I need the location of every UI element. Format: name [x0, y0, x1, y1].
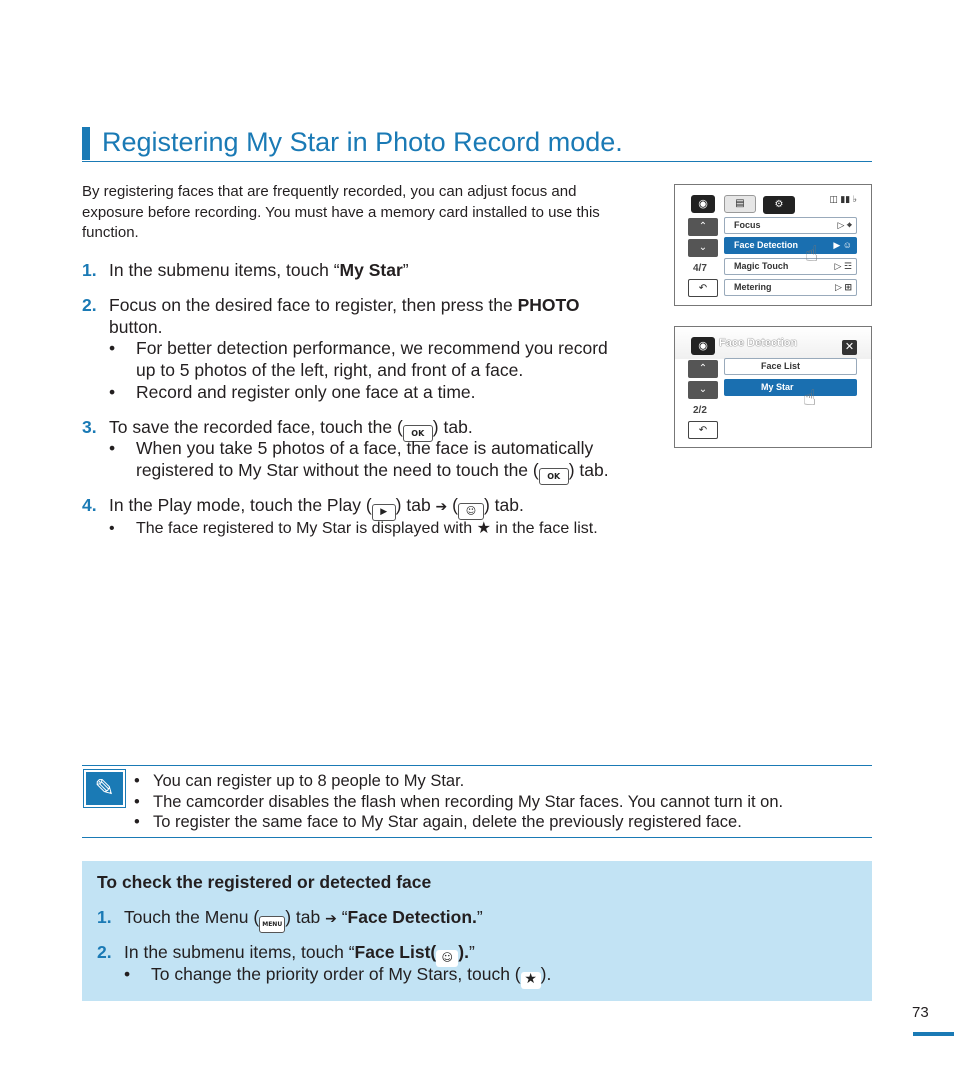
bullet-dot: • [109, 520, 115, 537]
bullet-text-pre: To change the priority order of My Stars, touch ( [151, 964, 521, 984]
step-number: 1. [82, 260, 97, 280]
bullet-text [136, 459, 609, 485]
step-text-bold: My Star [339, 260, 403, 280]
bullet-dot: • [134, 813, 140, 831]
menu-tab-icon: ▤ [724, 195, 756, 213]
title-accent-bar [82, 127, 90, 160]
scroll-up-icon: ⌃ [688, 218, 718, 236]
menu-icon: MENU [259, 916, 285, 933]
step-text-post: ” [402, 260, 409, 280]
page-number-bar [913, 1032, 954, 1036]
back-icon: ↶ [688, 279, 718, 297]
bullet-text [136, 518, 598, 540]
step-number: 1. [97, 907, 112, 927]
step-text-pre: Focus on the desired face to register, then press the [109, 295, 518, 315]
arrow-icon: ➔ [435, 498, 448, 514]
bullet-text: When you take 5 photos of a face, the face is automatically [136, 438, 594, 458]
menu-item-label: My Star [761, 382, 794, 392]
step-text-bold: Face Detection. [347, 907, 477, 927]
menu-item-my-star [724, 379, 857, 396]
menu-item-metering [724, 279, 857, 296]
priority-star-icon: ★ [521, 972, 541, 989]
step-text-pre: Touch the Menu ( [124, 907, 260, 927]
menu-item-icons: ▷ ⌖ [837, 220, 852, 230]
bullet-dot: • [124, 964, 131, 984]
settings-gear-icon: ⚙ [763, 196, 795, 214]
menu-item-focus [724, 217, 857, 234]
intro-paragraph: By registering faces that are frequently recorded, you can adjust focus and exposure before recording. You must have a memory card installed to use this function. [82, 183, 600, 241]
close-icon: ✕ [842, 340, 857, 355]
menu-item-icons: ▷ ⊞ [835, 282, 852, 292]
face-list-icon: ☺ [436, 950, 458, 967]
page-number: 73 [912, 1004, 929, 1021]
bullet-text-post: ). [540, 964, 552, 984]
bullet-text: Record and register only one face at a time. [136, 382, 476, 402]
hand-pointer-icon: ☝ [803, 385, 817, 410]
bullet-dot: • [109, 338, 116, 358]
bullet-text: up to 5 photos of the left, right, and front of a face. [136, 360, 524, 380]
bullet-dot: • [109, 438, 116, 458]
step-text-bold: Face List( [354, 942, 437, 962]
check-title: To check the registered or detected face [97, 872, 432, 892]
menu-item-label: Face List [761, 361, 801, 371]
step-text-mid: ) tab [285, 907, 326, 927]
step-text-post: ) tab. [432, 417, 473, 437]
menu-item-label: Magic Touch [734, 261, 789, 271]
step-text-pre: In the submenu items, touch “ [109, 260, 340, 280]
step-text: Touch the Menu ( MENU ) tab ➔ “Face Detection.” [124, 906, 483, 933]
face-icon: ☺ [458, 503, 484, 520]
step-text-post: ” [476, 907, 483, 927]
bullet-text: For better detection performance, we recommend you record [136, 338, 608, 358]
bullet-text-pre: The face registered to My Star is displayed with [136, 520, 477, 537]
scroll-down-icon: ⌄ [688, 381, 718, 399]
section-title-area [82, 127, 872, 162]
note-text: You can register up to 8 people to My Star. [153, 772, 465, 790]
step-number: 3. [82, 417, 97, 437]
menu-item-label: Face Detection [734, 240, 799, 250]
menu-item-icons: ▶ ☺ [833, 240, 852, 250]
step-text: button. [109, 317, 163, 337]
arrow-icon: ➔ [325, 910, 337, 926]
step-text-post: ) tab. [483, 495, 524, 515]
page-indicator: 2/2 [693, 405, 707, 416]
camera-icon: ◉ [691, 337, 715, 355]
camera-icon: ◉ [691, 195, 715, 213]
face-detection-screenshot [674, 326, 872, 448]
hand-pointer-icon: ☝ [805, 241, 819, 266]
menu-screenshot [674, 184, 872, 306]
bullet-text-pre: registered to My Star without the need to touch the ( [136, 460, 539, 480]
ok-icon: OK [403, 425, 433, 442]
note-pencil-icon: ✎ [84, 770, 125, 807]
bullet-text-post: in the face list. [490, 520, 598, 537]
note-text: To register the same face to My Star again, delete the previously registered face. [153, 813, 742, 831]
bullet-dot: • [134, 793, 140, 811]
step-text [109, 494, 524, 521]
step-text-mid: ) tab [395, 495, 436, 515]
bullet-dot: • [109, 382, 116, 402]
menu-item-face-detection [724, 237, 857, 254]
scroll-down-icon: ⌄ [688, 239, 718, 257]
check-face-box [82, 861, 872, 1001]
note-text: The camcorder disables the flash when recording My Star faces. You cannot turn it on. [153, 793, 784, 811]
battery-icon: ◫ ▮▮ ♭ [829, 194, 857, 204]
scroll-up-icon: ⌃ [688, 360, 718, 378]
step-text-pre: In the Play mode, touch the Play ( [109, 495, 372, 515]
menu-item-face-list [724, 358, 857, 375]
step-text-post: ” [468, 942, 475, 962]
step-text [109, 259, 409, 281]
bullet-dot: • [134, 772, 140, 790]
page-indicator: 4/7 [693, 263, 707, 274]
step-number: 2. [82, 295, 97, 315]
note-box [82, 765, 872, 838]
page-title: Registering My Star in Photo Record mode. [102, 127, 623, 157]
step-number: 2. [97, 942, 112, 962]
back-icon: ↶ [688, 421, 718, 439]
panel-header: Face Detection [719, 337, 798, 349]
step-text-pre: To save the recorded face, touch the ( [109, 417, 403, 437]
menu-item-label: Focus [734, 220, 761, 230]
menu-item-label: Metering [734, 282, 772, 292]
step-text-mid: ( [447, 495, 458, 515]
step-text-bold: PHOTO [517, 295, 580, 315]
step-text-pre: In the submenu items, touch “ [124, 942, 355, 962]
step-text [109, 294, 580, 316]
star-icon: ★ [476, 520, 491, 537]
step-text-bold: ). [458, 942, 469, 962]
menu-item-icons: ▷ ☲ [834, 261, 852, 271]
ok-icon: OK [539, 468, 569, 485]
bullet-text-post: ) tab. [568, 460, 609, 480]
menu-item-magic-touch [724, 258, 857, 275]
play-icon: ▶ [372, 504, 396, 521]
bullet-text [151, 963, 551, 989]
step-number: 4. [82, 495, 97, 515]
